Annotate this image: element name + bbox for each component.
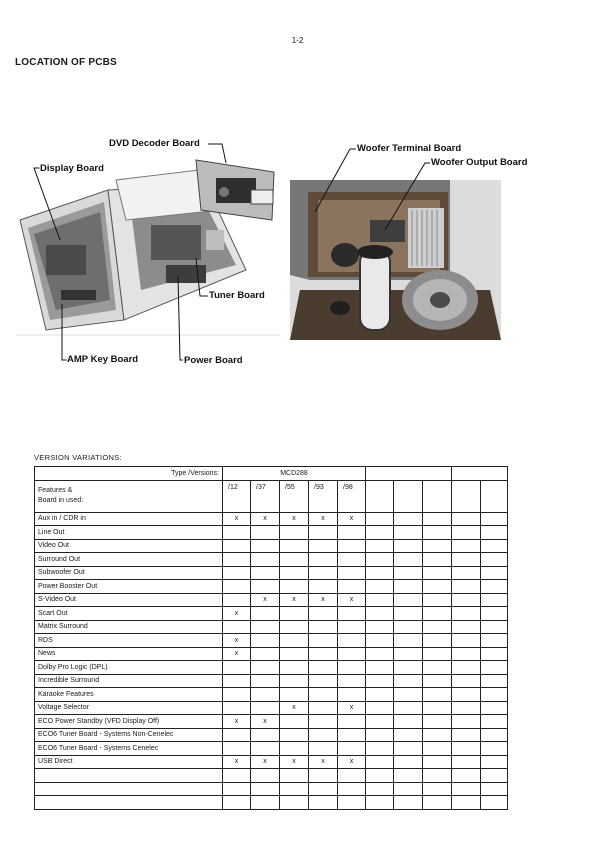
- empty-cell: [394, 755, 423, 769]
- version-header: /98: [338, 480, 366, 512]
- table-header-row-types: [35, 467, 508, 481]
- version-mark: [251, 796, 280, 810]
- empty-cell: [452, 755, 481, 769]
- version-mark: x: [251, 593, 280, 607]
- version-header: /93: [309, 480, 338, 512]
- table-row: [35, 566, 508, 580]
- version-mark: [280, 647, 309, 661]
- empty-header-cell: [366, 467, 452, 481]
- version-mark: [309, 553, 338, 567]
- empty-cell: [452, 688, 481, 702]
- empty-cell: [394, 553, 423, 567]
- version-mark: [280, 580, 309, 594]
- version-mark: [251, 674, 280, 688]
- empty-cell: [481, 512, 508, 526]
- empty-cell: [481, 580, 508, 594]
- version-mark: [223, 769, 251, 783]
- empty-cell: [394, 634, 423, 648]
- version-mark: [338, 782, 366, 796]
- feature-name: RDS: [35, 634, 223, 648]
- version-mark: [251, 553, 280, 567]
- empty-cell: [394, 593, 423, 607]
- features-label: [35, 480, 223, 512]
- version-mark: [309, 796, 338, 810]
- empty-cell: [423, 647, 452, 661]
- feature-name: ECO6 Tuner Board - Systems Cenelec: [35, 742, 223, 756]
- dvd-decoder-board-label: DVD Decoder Board: [109, 138, 200, 149]
- version-mark: x: [309, 593, 338, 607]
- empty-cell: [452, 553, 481, 567]
- version-mark: [280, 782, 309, 796]
- version-mark: x: [280, 512, 309, 526]
- features-label-line1: Features &: [38, 486, 73, 494]
- version-mark: x: [223, 715, 251, 729]
- main-unit-photo: [16, 150, 280, 340]
- empty-header-cell: [452, 467, 508, 481]
- version-mark: [251, 580, 280, 594]
- feature-name: Matrix Surround: [35, 620, 223, 634]
- features-label-line2: Board in used:: [38, 496, 84, 504]
- table-row: [35, 674, 508, 688]
- table-row: [35, 769, 508, 783]
- version-mark: [280, 742, 309, 756]
- version-mark: [280, 688, 309, 702]
- empty-cell: [423, 796, 452, 810]
- empty-cell: [481, 526, 508, 540]
- version-mark: [338, 715, 366, 729]
- version-mark: x: [251, 512, 280, 526]
- feature-name: [35, 796, 223, 810]
- version-mark: [309, 769, 338, 783]
- empty-cell: [481, 607, 508, 621]
- version-mark: [338, 674, 366, 688]
- version-mark: [280, 620, 309, 634]
- table-row: [35, 742, 508, 756]
- empty-version-cell: [481, 480, 508, 512]
- version-mark: [223, 688, 251, 702]
- empty-cell: [366, 728, 394, 742]
- empty-cell: [423, 620, 452, 634]
- version-mark: [280, 553, 309, 567]
- empty-cell: [452, 674, 481, 688]
- version-mark: [251, 728, 280, 742]
- empty-cell: [481, 566, 508, 580]
- version-mark: [309, 539, 338, 553]
- version-header: /12: [223, 480, 251, 512]
- version-mark: x: [223, 512, 251, 526]
- table-row: [35, 607, 508, 621]
- version-mark: [338, 647, 366, 661]
- empty-cell: [423, 674, 452, 688]
- empty-cell: [452, 620, 481, 634]
- woofer-terminal-board-label: Woofer Terminal Board: [357, 143, 462, 154]
- empty-cell: [481, 769, 508, 783]
- version-variations-title: VERSION VARIATIONS:: [34, 453, 122, 462]
- empty-cell: [366, 742, 394, 756]
- version-mark: x: [280, 755, 309, 769]
- feature-name: ECO Power Standby (VFD Display Off): [35, 715, 223, 729]
- empty-cell: [481, 620, 508, 634]
- empty-version-cell: [394, 480, 423, 512]
- empty-cell: [423, 755, 452, 769]
- empty-cell: [423, 769, 452, 783]
- empty-cell: [423, 715, 452, 729]
- version-mark: [338, 539, 366, 553]
- tuner-board-label: Tuner Board: [209, 290, 265, 301]
- empty-cell: [481, 661, 508, 675]
- version-mark: [251, 688, 280, 702]
- empty-cell: [366, 512, 394, 526]
- version-variations-table: [34, 466, 508, 810]
- version-mark: [223, 553, 251, 567]
- version-mark: [251, 607, 280, 621]
- empty-cell: [394, 796, 423, 810]
- page-number: 1-2: [291, 36, 304, 45]
- version-mark: [251, 566, 280, 580]
- empty-cell: [452, 580, 481, 594]
- empty-cell: [366, 688, 394, 702]
- version-mark: [223, 620, 251, 634]
- empty-cell: [481, 796, 508, 810]
- feature-name: Line Out: [35, 526, 223, 540]
- empty-cell: [366, 715, 394, 729]
- version-mark: [309, 647, 338, 661]
- version-mark: [280, 728, 309, 742]
- empty-cell: [423, 593, 452, 607]
- empty-cell: [452, 715, 481, 729]
- table-row: [35, 796, 508, 810]
- feature-name: Surround Out: [35, 553, 223, 567]
- empty-cell: [394, 715, 423, 729]
- empty-cell: [481, 701, 508, 715]
- version-mark: x: [309, 755, 338, 769]
- version-mark: x: [309, 512, 338, 526]
- version-mark: [251, 539, 280, 553]
- power-board-label: Power Board: [184, 355, 243, 366]
- version-mark: x: [338, 593, 366, 607]
- table-row: [35, 593, 508, 607]
- empty-cell: [366, 796, 394, 810]
- feature-name: [35, 769, 223, 783]
- empty-cell: [423, 539, 452, 553]
- empty-cell: [366, 782, 394, 796]
- feature-name: News: [35, 647, 223, 661]
- version-mark: [280, 526, 309, 540]
- empty-cell: [366, 553, 394, 567]
- version-mark: [309, 782, 338, 796]
- version-mark: [280, 607, 309, 621]
- version-mark: [223, 701, 251, 715]
- empty-cell: [394, 607, 423, 621]
- version-mark: [251, 742, 280, 756]
- version-mark: [309, 580, 338, 594]
- empty-cell: [394, 647, 423, 661]
- empty-version-cell: [452, 480, 481, 512]
- empty-cell: [423, 634, 452, 648]
- version-mark: [251, 701, 280, 715]
- feature-name: USB Direct: [35, 755, 223, 769]
- empty-cell: [394, 782, 423, 796]
- version-mark: [251, 647, 280, 661]
- empty-cell: [366, 566, 394, 580]
- empty-cell: [423, 782, 452, 796]
- empty-cell: [481, 782, 508, 796]
- version-mark: [338, 526, 366, 540]
- amp-key-board-label: AMP Key Board: [67, 354, 139, 365]
- empty-cell: [394, 688, 423, 702]
- version-header: /37: [251, 480, 280, 512]
- version-mark: x: [223, 607, 251, 621]
- version-mark: [309, 742, 338, 756]
- feature-name: Scart Out: [35, 607, 223, 621]
- empty-cell: [394, 661, 423, 675]
- version-mark: [280, 539, 309, 553]
- feature-name: Karaoke Features: [35, 688, 223, 702]
- version-mark: [251, 782, 280, 796]
- version-mark: x: [223, 755, 251, 769]
- empty-cell: [366, 634, 394, 648]
- display-board-label: Display Board: [40, 163, 104, 174]
- empty-cell: [423, 566, 452, 580]
- empty-cell: [452, 526, 481, 540]
- feature-name: ECO6 Tuner Board - Systems Non-Cenelec: [35, 728, 223, 742]
- table-row: [35, 715, 508, 729]
- empty-cell: [366, 647, 394, 661]
- version-mark: [338, 580, 366, 594]
- table-row: [35, 620, 508, 634]
- version-mark: [309, 634, 338, 648]
- empty-cell: [423, 607, 452, 621]
- empty-cell: [452, 593, 481, 607]
- table-row: [35, 580, 508, 594]
- version-mark: [251, 634, 280, 648]
- empty-cell: [452, 566, 481, 580]
- version-mark: x: [338, 701, 366, 715]
- empty-cell: [452, 661, 481, 675]
- version-mark: [280, 566, 309, 580]
- version-mark: [338, 607, 366, 621]
- empty-cell: [452, 512, 481, 526]
- version-mark: [223, 782, 251, 796]
- empty-cell: [394, 620, 423, 634]
- page-heading: LOCATION OF PCBS: [15, 57, 117, 68]
- feature-name: Aux in / CDR in: [35, 512, 223, 526]
- empty-cell: [452, 634, 481, 648]
- version-mark: x: [223, 634, 251, 648]
- version-mark: [338, 553, 366, 567]
- version-mark: x: [251, 755, 280, 769]
- empty-cell: [366, 701, 394, 715]
- version-mark: [338, 769, 366, 783]
- version-mark: [309, 674, 338, 688]
- version-mark: [251, 620, 280, 634]
- empty-cell: [481, 755, 508, 769]
- empty-cell: [394, 701, 423, 715]
- empty-cell: [423, 580, 452, 594]
- version-mark: [280, 634, 309, 648]
- feature-name: Voltage Selector: [35, 701, 223, 715]
- empty-cell: [394, 539, 423, 553]
- empty-cell: [423, 661, 452, 675]
- empty-cell: [394, 526, 423, 540]
- empty-cell: [394, 674, 423, 688]
- table-row: [35, 755, 508, 769]
- empty-cell: [452, 647, 481, 661]
- table-row: [35, 688, 508, 702]
- empty-cell: [366, 620, 394, 634]
- feature-name: Subwoofer Out: [35, 566, 223, 580]
- version-mark: [251, 661, 280, 675]
- empty-cell: [423, 512, 452, 526]
- empty-cell: [394, 742, 423, 756]
- version-mark: [280, 661, 309, 675]
- version-mark: [223, 580, 251, 594]
- version-mark: x: [338, 755, 366, 769]
- empty-version-cell: [423, 480, 452, 512]
- empty-cell: [366, 769, 394, 783]
- version-mark: x: [223, 647, 251, 661]
- version-mark: [338, 688, 366, 702]
- table-row: [35, 647, 508, 661]
- version-mark: [280, 796, 309, 810]
- empty-cell: [452, 728, 481, 742]
- version-mark: [223, 593, 251, 607]
- empty-cell: [452, 539, 481, 553]
- version-mark: [338, 620, 366, 634]
- version-mark: [223, 526, 251, 540]
- empty-cell: [423, 742, 452, 756]
- subwoofer-photo: [290, 180, 501, 340]
- empty-cell: [394, 728, 423, 742]
- version-mark: [338, 796, 366, 810]
- feature-name: Incredible Surround: [35, 674, 223, 688]
- version-mark: [280, 715, 309, 729]
- version-mark: [338, 566, 366, 580]
- empty-cell: [366, 539, 394, 553]
- version-mark: [338, 728, 366, 742]
- version-mark: [223, 796, 251, 810]
- empty-cell: [366, 593, 394, 607]
- feature-name: Power Booster Out: [35, 580, 223, 594]
- empty-version-cell: [366, 480, 394, 512]
- empty-cell: [394, 769, 423, 783]
- version-mark: [338, 742, 366, 756]
- empty-cell: [481, 539, 508, 553]
- version-mark: [280, 769, 309, 783]
- empty-cell: [481, 553, 508, 567]
- empty-cell: [423, 553, 452, 567]
- empty-cell: [366, 607, 394, 621]
- empty-cell: [423, 688, 452, 702]
- empty-cell: [366, 661, 394, 675]
- version-mark: [309, 701, 338, 715]
- empty-cell: [481, 728, 508, 742]
- woofer-output-board-label: Woofer Output Board: [431, 157, 528, 168]
- version-mark: [223, 539, 251, 553]
- model-header: MCD288: [223, 467, 366, 481]
- version-mark: x: [338, 512, 366, 526]
- version-mark: [338, 634, 366, 648]
- empty-cell: [481, 674, 508, 688]
- version-mark: [309, 620, 338, 634]
- version-mark: [309, 661, 338, 675]
- empty-cell: [423, 526, 452, 540]
- version-mark: [223, 674, 251, 688]
- table-row: [35, 553, 508, 567]
- table-row: [35, 782, 508, 796]
- table-row: [35, 539, 508, 553]
- version-mark: [309, 526, 338, 540]
- version-mark: x: [280, 701, 309, 715]
- table-row: [35, 728, 508, 742]
- version-mark: [280, 674, 309, 688]
- empty-cell: [481, 647, 508, 661]
- empty-cell: [366, 674, 394, 688]
- table-row: [35, 526, 508, 540]
- empty-cell: [481, 634, 508, 648]
- version-mark: [251, 769, 280, 783]
- version-mark: [223, 566, 251, 580]
- feature-name: S-Video Out: [35, 593, 223, 607]
- version-mark: [309, 728, 338, 742]
- version-header: /55: [280, 480, 309, 512]
- empty-cell: [481, 715, 508, 729]
- version-mark: [223, 661, 251, 675]
- empty-cell: [452, 742, 481, 756]
- version-mark: [251, 526, 280, 540]
- version-mark: x: [251, 715, 280, 729]
- empty-cell: [366, 526, 394, 540]
- empty-cell: [452, 796, 481, 810]
- empty-cell: [366, 755, 394, 769]
- empty-cell: [394, 512, 423, 526]
- empty-cell: [452, 782, 481, 796]
- feature-name: Video Out: [35, 539, 223, 553]
- version-mark: [309, 688, 338, 702]
- empty-cell: [423, 728, 452, 742]
- type-versions-label: Type /Versions:: [35, 467, 223, 481]
- empty-cell: [423, 701, 452, 715]
- empty-cell: [481, 742, 508, 756]
- empty-cell: [481, 593, 508, 607]
- empty-cell: [452, 701, 481, 715]
- table-row: [35, 661, 508, 675]
- version-mark: [223, 728, 251, 742]
- empty-cell: [481, 688, 508, 702]
- feature-name: Dolby Pro Logic (DPL): [35, 661, 223, 675]
- empty-cell: [366, 580, 394, 594]
- empty-cell: [452, 607, 481, 621]
- version-mark: [309, 607, 338, 621]
- version-mark: x: [280, 593, 309, 607]
- table-row: [35, 634, 508, 648]
- version-mark: [309, 715, 338, 729]
- empty-cell: [394, 580, 423, 594]
- version-mark: [309, 566, 338, 580]
- empty-cell: [452, 769, 481, 783]
- version-mark: [223, 742, 251, 756]
- table-row: [35, 512, 508, 526]
- empty-cell: [394, 566, 423, 580]
- version-mark: [338, 661, 366, 675]
- table-header-row-versions: [35, 480, 508, 512]
- table-row: [35, 701, 508, 715]
- feature-name: [35, 782, 223, 796]
